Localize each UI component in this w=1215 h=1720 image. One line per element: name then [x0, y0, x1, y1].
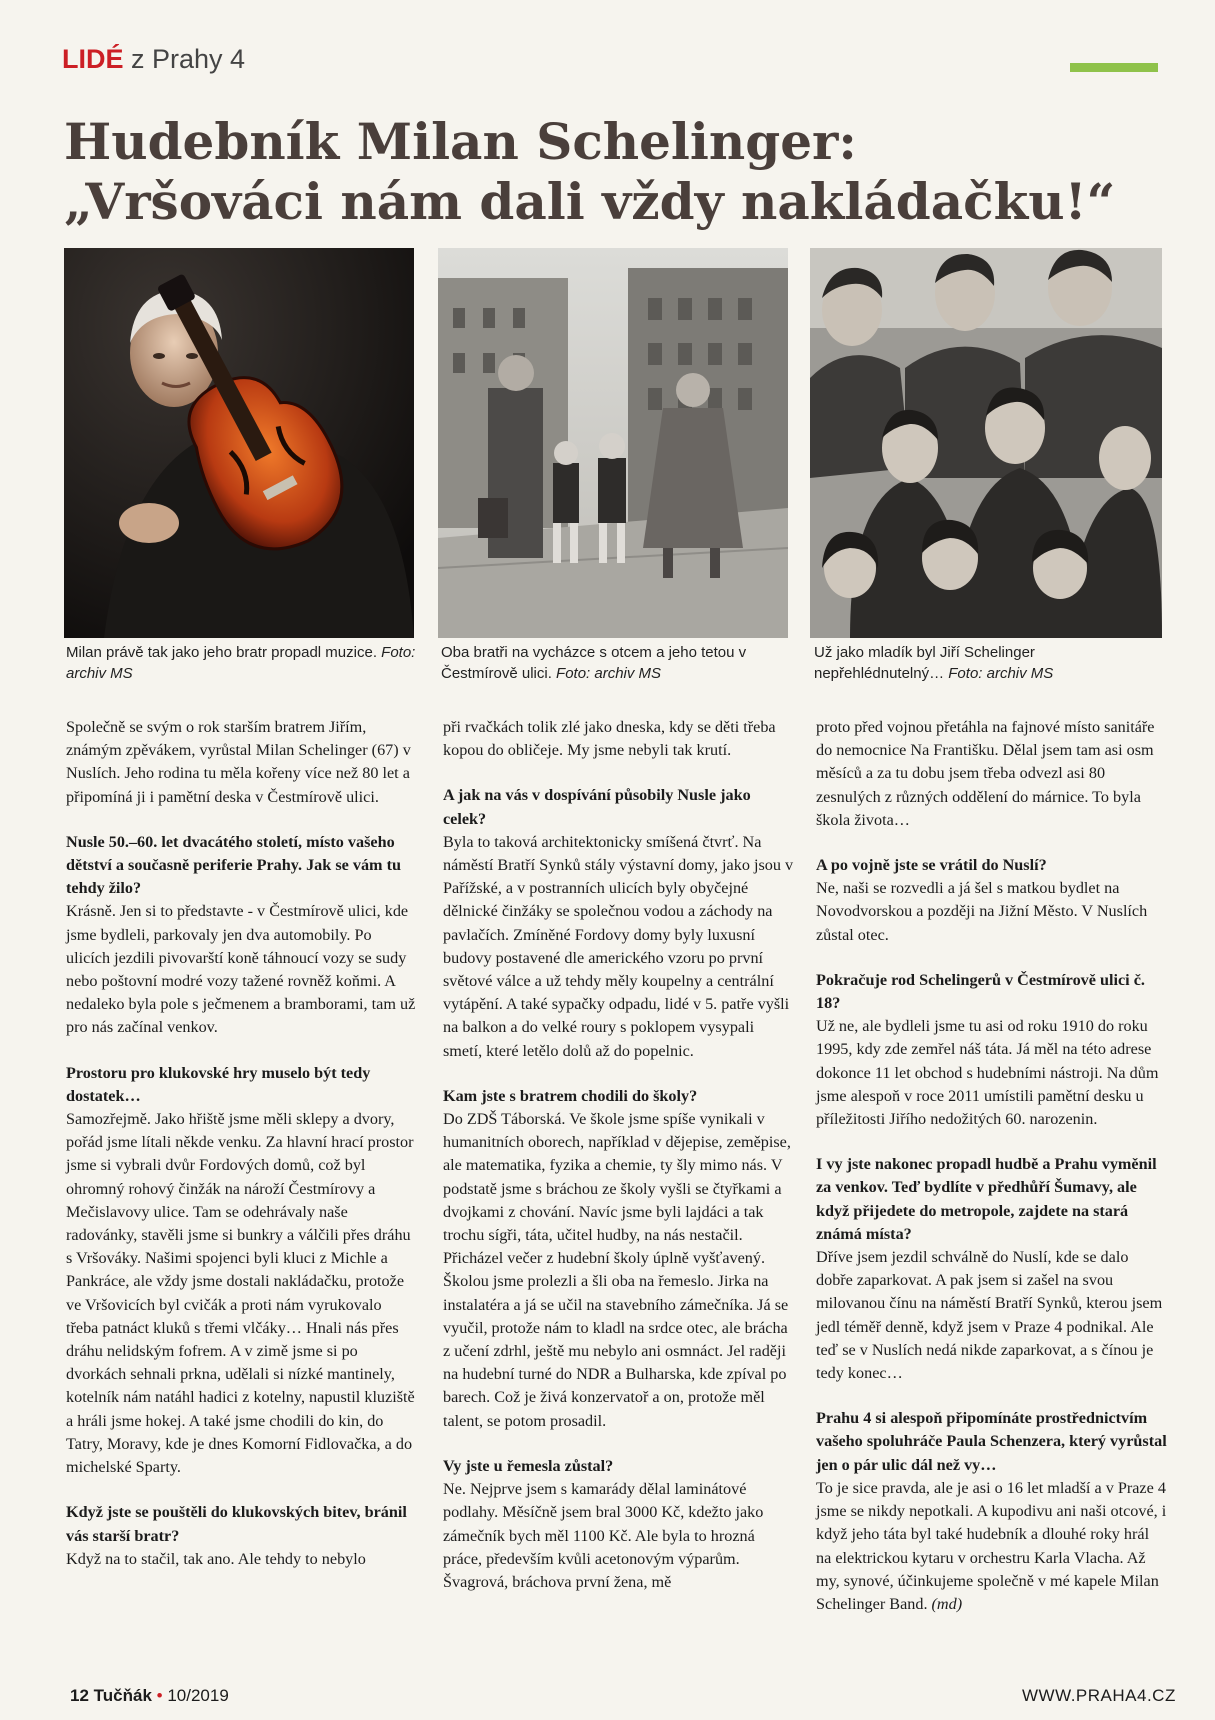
issue-number: 10/2019 [167, 1686, 229, 1705]
article-intro: Společně se svým o rok starším bratrem Jiřím, známým zpěvákem, vyrůstal Milan Schelinger (67) v Nuslích. Jeho rodina tu měla kořeny více než 80 let a připomíná ji i pamětní deska v Čestmírově ulici. [66, 718, 411, 806]
interview-answer: Když na to stačil, tak ano. Ale tehdy to nebylo [66, 1549, 366, 1568]
interview-answer: Samozřejmě. Jako hřiště jsme měli sklepy a dvory, pořád jsme lítali někde venku. Za hlavní hrací prostor jsme si vybrali dvůr Fordových domů, což byl ohromný rohový činžák na nároží Čestmírovy a Mečislavovy ulice. Tam se odehrávaly naše radovánky, stavěli jsme si bunkry a válčili přes dráhu s Vršováky. Našimi spojenci byli kluci z Michle a Pankráce, ale vždy jsme dostali nakládačku, protože ve Vršovicích byl cvičák a proti nám vyrukovalo třeba patnáct kluků s třemi vlčáky… Hnali nás přes dráhu nelidským fofrem. A v zimě jsme si po dvorkách sehnali prkna, udělali si nízké mantinely, kotelník nám natáhl hadici z kotelny, napustil kluziště a hráli jsme hokej. A také jsme chodili do kin, do Tatry, Moravy, kde je dnes Komorní Fidlovačka, a do michelské Sparty. [66, 1110, 415, 1477]
caption-photo-2: Oba bratři na vycházce s otcem a jeho tetou v Čestmírově ulici. Foto: archiv MS [441, 644, 747, 682]
article-title [64, 112, 1174, 232]
interview-answer: Byla to taková architektonicky smíšená čtvrť. Na náměstí Bratří Synků stály výstavní domy, jako jsou v Pařížské, a v postranních ulicích byly obyčejné dělnické činžáky se společnou vodou a záchody na pavlačích. Zmíněné Fordovy domy byly luxusní budovy postavené dle amerického vzoru po první světové válce a už tehdy měly koupelny a centrální vytápění. A také sypačky odpadu, lidé v 5. patře vyšli na balkon a do velké roury s poklopem vysypali smetí, které letělo dolů až do popelnic. [443, 832, 794, 1060]
interview-answer: Ne, naši se rozvedli a já šel s matkou bydlet na Novodvorskou a později na Jižní Město. V Nuslích zůstal otec. [816, 879, 1148, 944]
title-line-2: „Vršováci nám dali vždy nakládačku!“ [64, 172, 1116, 231]
interview-question: Prahu 4 si alespoň připomínáte prostřednictvím vašeho spoluhráče Paula Schenzera, který vyrůstal jen o pár ulic dál než vy… [816, 1409, 1167, 1474]
interview-question: Vy jste u řemesla zůstal? [443, 1456, 614, 1475]
article-column-1 [66, 716, 418, 1571]
section-label-rest: z Prahy 4 [123, 44, 246, 74]
interview-question: Když jste se pouštěli do klukovských bitev, bránil vás starší bratr? [66, 1503, 407, 1545]
article-column-2 [443, 716, 795, 1594]
photo-musician-with-guitar [64, 248, 414, 638]
title-line-1: Hudebník Milan Schelinger: [64, 112, 857, 171]
photo-family-on-street [438, 248, 788, 638]
interview-answer: Už ne, ale bydleli jsme tu asi od roku 1910 do roku 1995, kdy zde zemřel náš táta. Já měl na této adrese dokonce 11 let obchod s hudebními nástroji. Na dům jsme alespoň v roce 2011 umístili pamětní desku u příležitosti Jiřího nedožitých 60. narozenin. [816, 1017, 1159, 1129]
magazine-name: Tučňák [93, 1686, 152, 1705]
photo-credit: Foto: archiv MS [66, 644, 416, 682]
interview-answer: Krásně. Jen si to představte - v Čestmírově ulici, kde jsme bydleli, parkovaly jen dva automobily. Po ulicích jezdili pivovarští koně táhnoucí vozy se sudy nebo poštovní modré vozy tažené rovněž koňmi. A nedaleko byla pole s ječmenem a bramborami, tam už pro nás začínal venkov. [66, 902, 416, 1037]
photo-credit: Foto: archiv MS [948, 665, 1054, 682]
interview-answer: Dříve jsem jezdil schválně do Nuslí, kde se dalo dobře zaparkovat. A pak jsem si zašel na svou milovanou čínu na náměstí Bratří Synků, kterou jsem jedl téměř denně, když jsem v Praze 4 podnikal. Ale teď se v Nuslích nedá nikde zaparkovat, a s čínou je tedy konec… [816, 1248, 1163, 1383]
interview-question: A jak na vás v dospívání působily Nusle jako celek? [443, 786, 751, 828]
interview-question: Kam jste s bratrem chodili do školy? [443, 1086, 698, 1105]
section-header [62, 44, 245, 75]
interview-answer-continued: při rvačkách tolik zlé jako dneska, kdy se děti třeba kopou do obličeje. My jsme nebyli tak krutí. [443, 718, 776, 760]
footer-url: WWW.PRAHA4.CZ [1022, 1686, 1176, 1705]
article-column-3 [816, 716, 1168, 1616]
caption-photo-1: Milan právě tak jako jeho bratr propadl muzice. Foto: archiv MS [66, 644, 416, 682]
interview-question: Prostoru pro klukovské hry muselo být tedy dostatek… [66, 1063, 371, 1105]
footer-page-info [70, 1686, 229, 1706]
section-label-strong: LIDÉ [62, 44, 124, 74]
interview-question: Nusle 50.–60. let dvacátého století, místo vašeho dětství a současně periferie Prahy. Jak se vám tu tehdy žilo? [66, 832, 401, 898]
header-decoration-bar [1070, 63, 1158, 72]
author-signature: (md) [931, 1594, 963, 1613]
caption-photo-3: Už jako mladík byl Jiří Schelinger nepřehlédnutelný… Foto: archiv MS [814, 644, 1054, 682]
page-number: 12 [70, 1686, 89, 1705]
footer-separator: • [156, 1686, 163, 1705]
interview-answer: To je sice pravda, ale je asi o 16 let mladší a v Praze 4 jsme se nikdy nepotkali. A kupodivu ani naši otcové, i když jeho táta byl také hudebník a dlouhé roky hrál na elektrickou kytaru v orchestru Karla Vlacha. Až my, synové, účinkujeme společně v mé kapele Milan Schelinger Band. (md) [816, 1478, 1167, 1613]
interview-answer: Do ZDŠ Táborská. Ve škole jsme spíše vynikali v humanitních oborech, například v dějepise, zeměpise, ale matematika, fyzika a chemie, ty šly mimo nás. V podstatě jsme s bráchou ze školy vyšli se čtyřkami a dvojkami z chování. Navíc jsme byli lajdáci a tak trochu sígři, táta, učitel hudby, na nás nestačil. Přicházel večer z hudební školy úplně vyšťavený. Školou jsme prolezli a šli oba na řemeslo. Jirka na instalatéra a já se učil na stavebního zámečníka. Já se vyučil, protože nám to kladl na srdce otec, ale brácha z učení zdrhl, ještě mu nebylo ani osmnáct. Jel raději na hudební turné do NDR a Bulharska, kde zpíval po barech. Což je živá konzervatoř a on, protože měl talent, se potom prosadil. [443, 1110, 791, 1430]
interview-answer-continued: proto před vojnou přetáhla na fajnové místo sanitáře do nemocnice Na Františku. Dělal jsem tam asi osm měsíců a za tu dobu jsem třeba odvezl asi 80 zesnulých z různých oddělení do márnice. To byla škola života… [816, 718, 1155, 829]
interview-question: A po vojně jste se vrátil do Nuslí? [816, 856, 1047, 875]
interview-question: Pokračuje rod Schelingerů v Čestmírově ulici č. 18? [816, 970, 1145, 1013]
photo-credit: Foto: archiv MS [556, 665, 662, 682]
interview-answer: Ne. Nejprve jsem s kamarády dělal laminátové podlahy. Měsíčně jsem bral 3000 Kč, kdežto jako zámečník bych měl 1100 Kč. Ale byla to hrozná práce, především kvůli acetonovým výparům. Švagrová, bráchova první žena, mě [443, 1480, 764, 1591]
photo-group-of-youths [810, 248, 1162, 638]
interview-question: I vy jste nakonec propadl hudbě a Prahu vyměnil za venkov. Teď bydlíte v předhůří Šumavy, ale když přijedete do metropole, zajdete na stará známá místa? [816, 1155, 1157, 1243]
